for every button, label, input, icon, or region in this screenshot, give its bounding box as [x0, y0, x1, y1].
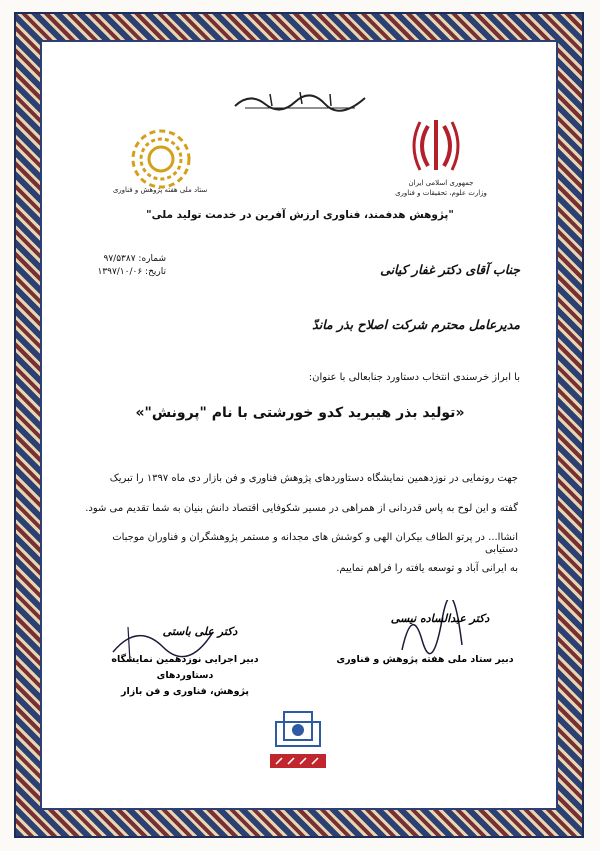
fan-bazaar-logo-icon — [270, 754, 326, 768]
signature-right-icon — [392, 600, 472, 660]
signatory-left-name: دکتر علی باستی — [162, 625, 238, 638]
signatory-right-role: دبیر ستاد ملی هفته پژوهش و فناوری — [336, 654, 514, 665]
sun-logo-caption: ستاد ملی هفته پژوهش و فناوری — [112, 186, 208, 194]
slogan: "پژوهش هدفمند، فناوری ارزش آفرین در خدمت تولید ملی" — [146, 209, 454, 221]
recipient-title: مدیرعامل محترم شرکت اصلاح بذر ماندّ — [312, 317, 520, 332]
reference-meta — [66, 253, 166, 279]
reference-number: شماره: ۹۷/۵۳۸۷ — [103, 254, 166, 264]
body-line: به ایرانی آباد و توسعه یافته را فراهم نماییم. — [336, 563, 518, 574]
reference-date: تاریخ: ۱۳۹۷/۱۰/۰۶ — [97, 267, 166, 277]
body-line: انشاا... در پرتو الطاف بیکران الهی و کوشش های مجدانه و مستمر پژوهشگران و فناوران موجبات دستیابی — [112, 532, 518, 555]
signatory-left-role: دبیر اجرایی نوزدهمین نمایشگاه دستاوردهای پژوهش، فناوری و فن بازار — [111, 654, 259, 697]
project-title: «تولید بذر هیبرید کدو خورشتی با نام "پرونش"» — [135, 405, 465, 421]
intro-text: با ابراز خرسندی انتخاب دستاورد جنابعالی با عنوان: — [308, 372, 520, 383]
signatory-right-name: دکتر عبدالساده نیسی — [390, 612, 490, 625]
bismillah-calligraphy-icon — [230, 86, 370, 114]
recipient-name: جناب آقای دکتر غفار کیانی — [380, 262, 520, 277]
iran-emblem-icon — [412, 116, 460, 174]
body-line: گفته و این لوح به پاس قدردانی از همراهی در مسیر شکوفایی اقتصاد دانش بنیان به شما تقدیم می شود. — [85, 503, 518, 514]
research-week-sun-logo-icon — [128, 126, 194, 192]
emblem-caption: جمهوری اسلامی ایران وزارت علوم، تحقیقات و فناوری — [395, 179, 487, 197]
body-line: جهت رونمایی در نوزدهمین نمایشگاه دستاوردهای پژوهش فناوری و فن بازار دی ماه ۱۳۹۷ را تبریک — [109, 473, 518, 484]
